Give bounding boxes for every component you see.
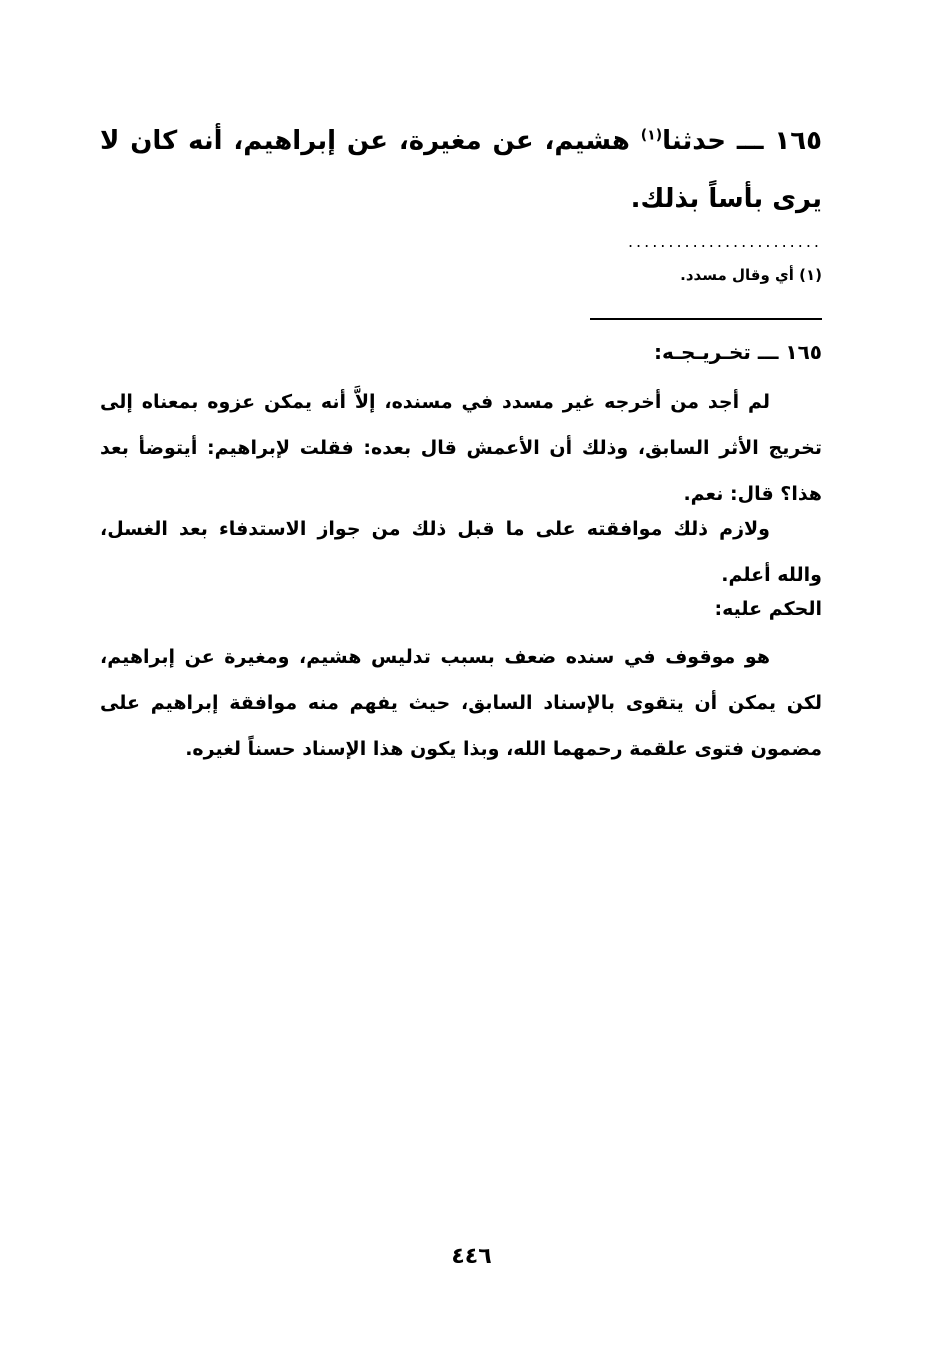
ruling-heading: الحكم عليه: [714, 598, 822, 620]
section-divider [590, 318, 822, 320]
hadith-text [100, 112, 822, 228]
footnote-reference[interactable]: (١) [640, 127, 663, 144]
hadith-dash: ـــ [736, 126, 764, 156]
ruling-paragraph [100, 634, 822, 772]
footnote-separator: ........................ [627, 232, 822, 251]
hadith-number: ١٦٥ [774, 126, 822, 156]
takhrij-paragraph-2-text: ولازم ذلك موافقته على ما قبل ذلك من جواز الاستدفاء بعد الغسل، والله أعلم. [100, 518, 822, 586]
takhrij-paragraph-2 [100, 506, 822, 598]
hadith-narration-rest: هشيم، عن مغيرة، عن إبراهيم، أنه كان لا يرى بأساً بذلك. [100, 126, 822, 214]
takhrij-heading: ١٦٥ ـــ تخـريـجـه: [654, 340, 822, 364]
hadith-narration-start: حدثنا [662, 126, 727, 156]
page-number: ٤٤٦ [451, 1244, 492, 1269]
footnote-text: أي وقال مسدد. [680, 266, 794, 284]
ruling-paragraph-text: هو موقوف في سنده ضعف بسبب تدليس هشيم، ومغيرة عن إبراهيم، لكن يمكن أن يتقوى بالإسناد السابق، حيث يفهم منه موافقة إبراهيم على مضمون فتوى علقمة رحمهما الله، وبذا يكون هذا الإسناد حسناً لغيره. [100, 646, 822, 760]
takhrij-paragraph-1-text: لم أجد من أخرجه غير مسدد في مسنده، إلاَّ أنه يمكن عزوه بمعناه إلى تخريج الأثر السابق، وذلك أن الأعمش قال بعده: فقلت لإبراهيم: أيتوضأ بعد هذا؟ قال: نعم. [100, 391, 822, 505]
takhrij-paragraph-1 [100, 379, 822, 517]
footnote [400, 266, 822, 284]
footnote-marker: (١) [799, 266, 822, 284]
